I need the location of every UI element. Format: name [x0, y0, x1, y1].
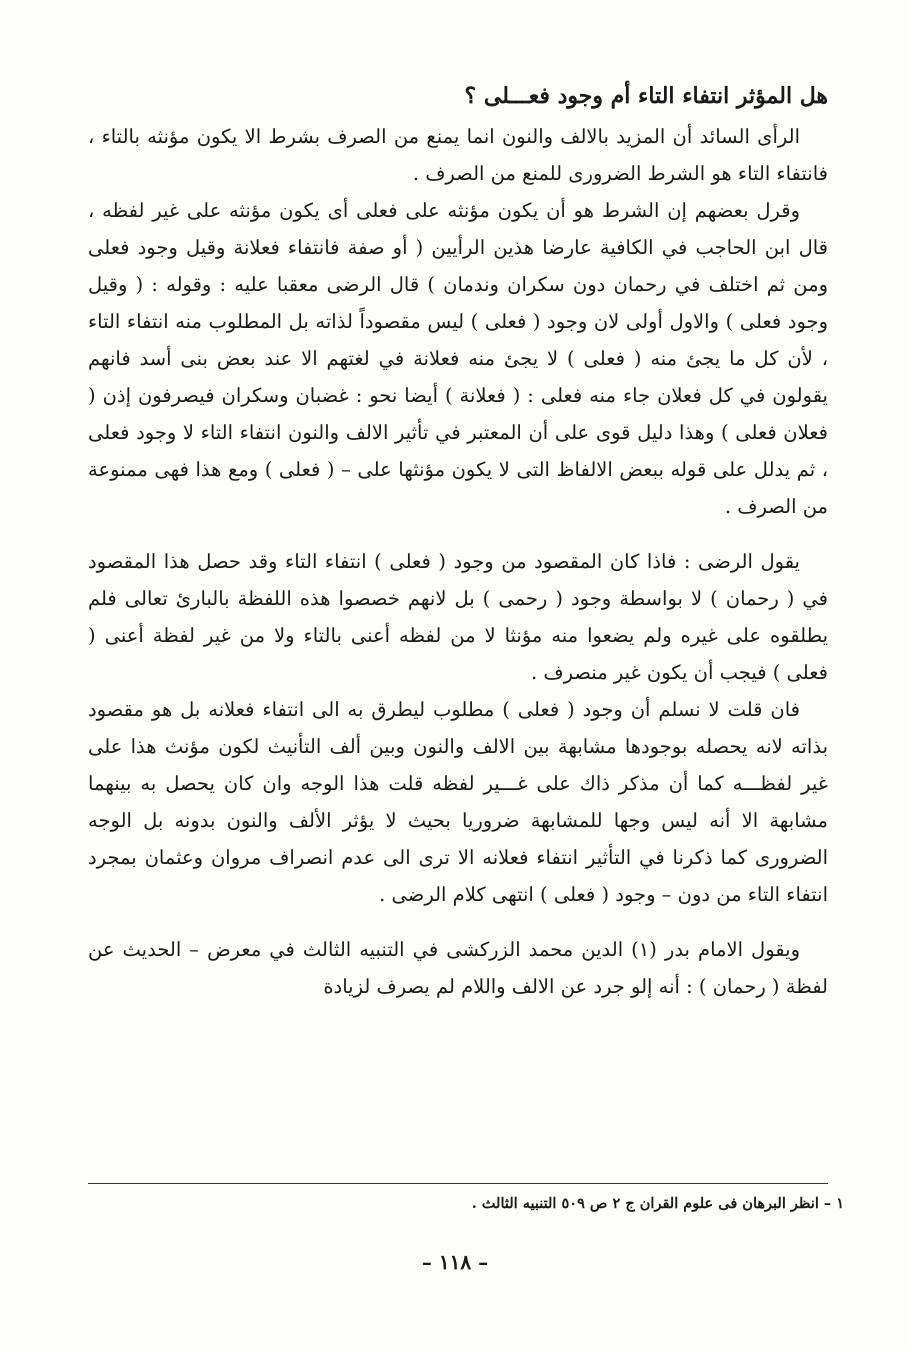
- body-text: [88, 118, 828, 1005]
- paragraph-2: وقرل بعضهم إن الشرط هو أن يكون مؤنثه على فعلى أى يكون مؤنثه على غير لفظه ، قال ابن الحاجب في الكافية عارضا هذين الرأيين ( أو صفة فانتفاء فعلانة وقيل وجود فعلى ومن ثم اختلف في رحمان دون سكران وندمان ) قال الرضى معقبا عليه : وقوله : ( وقيل وجود فعلى ) والاول أولى لان وجود ( فعلى ) ليس مقصوداً لذاته بل المطلوب منه انتفاء التاء ، لأن كل ما يجئ منه ( فعلى ) لا يجئ منه فعلانة في لغتهم الا عند بعض بنى أسد فانهم يقولون في كل فعلان جاء منه فعلى : ( فعلانة ) أيضا نحو : غضبان وسكران فيصرفون إذن ( فعلان فعلى ) وهذا دليل قوى على أن المعتبر في تأثير الالف والنون انتفاء التاء لا وجود فعلى ، ثم يدلل على قوله ببعض الالفاظ التى لا يكون مؤنثها على – ( فعلى ) ومع هذا فهى ممنوعة من الصرف .: [88, 199, 828, 518]
- paragraph-3: يقول الرضى : فاذا كان المقصود من وجود ( فعلى ) انتفاء التاء وقد حصل هذا المقصود في ( رحمان ) لا بواسطة وجود ( رحمى ) بل لانهم خصصوا هذه اللفظة بالبارئ تعالى فلم يطلقوه على غيره ولم يضعوا منه مؤنثا لا من لفظه أعنى بالتاء ولا من غير لفظة أعنى ( فعلى ) فيجب أن يكون غير منصرف .: [88, 550, 828, 684]
- footnote-divider: [88, 1183, 828, 1184]
- paragraph-5: ويقول الامام بدر (١) الدين محمد الزركشى في التنبيه الثالث في معرض – الحديث عن لفظة ( رحمان ) : أنه إلو جرد عن الالف واللام لم يصرف لزيادة: [88, 938, 828, 998]
- section-heading: هل المؤثر انتفاء التاء أم وجود فعـــلى ؟: [464, 83, 828, 109]
- footnote: ١ – انظر البرهان فى علوم القران ج ٢ ص ٥٠٩ التنبيه الثالث .: [471, 1195, 844, 1212]
- paragraph-1: الرأى السائد أن المزيد بالالف والنون انما يمنع من الصرف بشرط الا يكون مؤنثه بالتاء ، فانتفاء التاء هو الشرط الضرورى للمنع من الصرف .: [88, 125, 828, 185]
- page-number: – ١١٨ –: [421, 1250, 489, 1274]
- paragraph-4: فان قلت لا نسلم أن وجود ( فعلى ) مطلوب ليطرق به الى انتفاء فعلانه بل هو مقصود بذاته لانه يحصله بوجودها مشابهة بين الالف والنون وبين ألف التأنيث لكون مؤنث هذا على غير لفظـــه كما أن مذكر ذاك على غـــير لفظه قلت هذا الوجه وان كان يحصل به بينهما مشابهة الا أنه ليس وجها للمشابهة ضروريا بحيث لا يؤثر الألف والنون بدونه بل الوجه الضرورى كما ذكرنا في التأثير انتفاء فعلانه الا ترى الى عدم انصراف مروان وعثمان بمجرد انتفاء التاء من دون – وجود ( فعلى ) انتهى كلام الرضى .: [88, 698, 828, 906]
